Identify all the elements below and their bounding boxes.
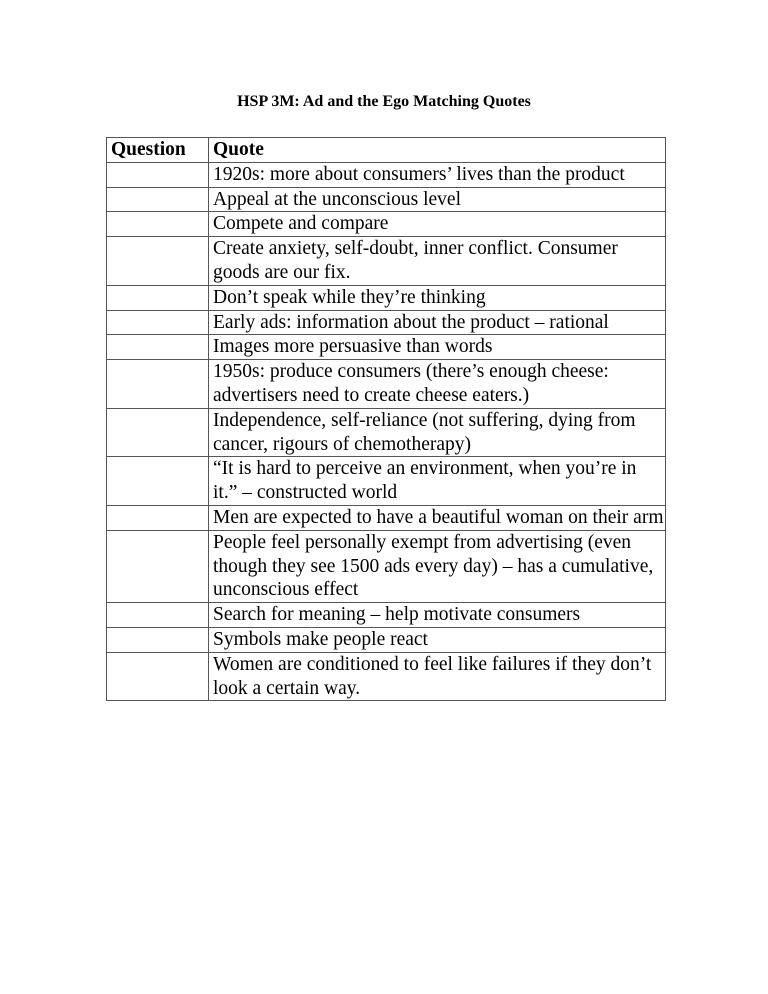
table-header-row xyxy=(107,138,666,163)
quote-cell: Search for meaning – help motivate consumers xyxy=(209,603,666,628)
table-row xyxy=(107,505,666,530)
table-row xyxy=(107,162,666,187)
table-row xyxy=(107,603,666,628)
question-cell[interactable] xyxy=(107,335,209,360)
question-cell[interactable] xyxy=(107,603,209,628)
question-cell[interactable] xyxy=(107,310,209,335)
question-cell[interactable] xyxy=(107,360,209,409)
quotes-table xyxy=(106,137,666,701)
page-title: HSP 3M: Ad and the Ego Matching Quotes xyxy=(237,93,531,110)
table-row xyxy=(107,627,666,652)
question-cell[interactable] xyxy=(107,408,209,457)
question-cell[interactable] xyxy=(107,285,209,310)
quote-cell: Independence, self-reliance (not suffering, dying from cancer, rigours of chemotherapy) xyxy=(209,408,666,457)
question-cell[interactable] xyxy=(107,212,209,237)
table-row xyxy=(107,335,666,360)
table-row xyxy=(107,530,666,602)
table-row xyxy=(107,360,666,409)
question-cell[interactable] xyxy=(107,530,209,602)
question-cell[interactable] xyxy=(107,505,209,530)
quote-cell: Early ads: information about the product – rational xyxy=(209,310,666,335)
quote-column-header: Quote xyxy=(209,138,666,163)
quote-cell: Men are expected to have a beautiful woman on their arm xyxy=(209,505,666,530)
quote-cell: Symbols make people react xyxy=(209,627,666,652)
quote-cell: “It is hard to perceive an environment, when you’re in it.” – constructed world xyxy=(209,457,666,506)
quote-cell: 1920s: more about consumers’ lives than the product xyxy=(209,162,666,187)
table-row xyxy=(107,285,666,310)
quote-cell: Create anxiety, self-doubt, inner conflict. Consumer goods are our fix. xyxy=(209,237,666,286)
quote-cell: 1950s: produce consumers (there’s enough cheese: advertisers need to create cheese eaters.) xyxy=(209,360,666,409)
table-row xyxy=(107,652,666,701)
quote-cell: People feel personally exempt from advertising (even though they see 1500 ads every day) – has a cumulative, unconscious effect xyxy=(209,530,666,602)
question-cell[interactable] xyxy=(107,652,209,701)
question-cell[interactable] xyxy=(107,187,209,212)
question-cell[interactable] xyxy=(107,162,209,187)
question-cell[interactable] xyxy=(107,237,209,286)
question-column-header: Question xyxy=(107,138,209,163)
quote-cell: Women are conditioned to feel like failures if they don’t look a certain way. xyxy=(209,652,666,701)
table-row xyxy=(107,457,666,506)
table-row xyxy=(107,237,666,286)
table-row xyxy=(107,310,666,335)
table-row xyxy=(107,187,666,212)
table-row xyxy=(107,212,666,237)
table-row xyxy=(107,408,666,457)
quote-cell: Compete and compare xyxy=(209,212,666,237)
quote-cell: Images more persuasive than words xyxy=(209,335,666,360)
question-cell[interactable] xyxy=(107,627,209,652)
quote-cell: Appeal at the unconscious level xyxy=(209,187,666,212)
quote-cell: Don’t speak while they’re thinking xyxy=(209,285,666,310)
question-cell[interactable] xyxy=(107,457,209,506)
